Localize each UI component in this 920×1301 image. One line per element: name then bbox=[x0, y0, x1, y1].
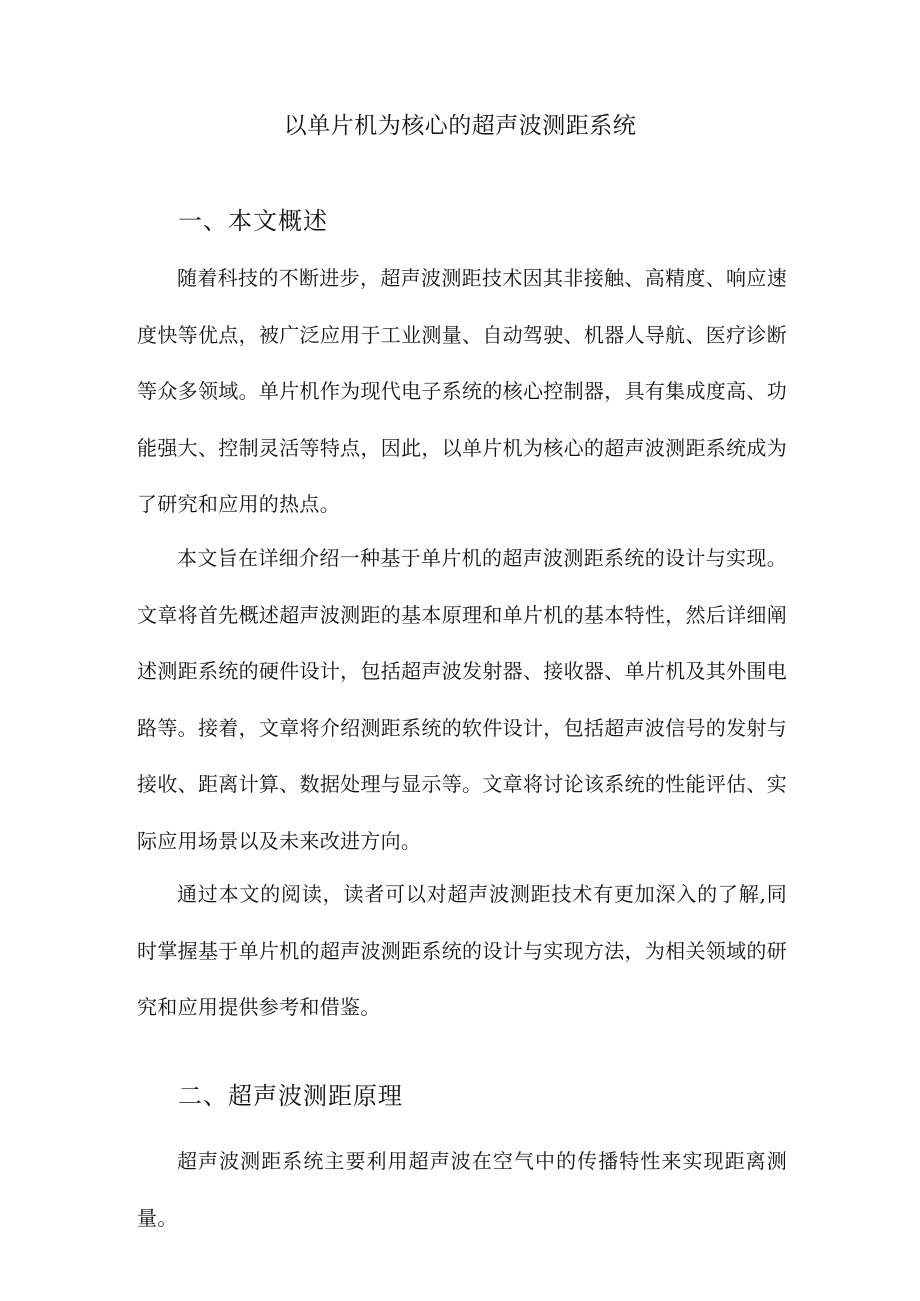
paragraph-principle-1: 超声波测距系统主要利用超声波在空气中的传播特性来实现距离测量。 bbox=[137, 1149, 787, 1230]
section-heading-overview: 一、本文概述 bbox=[178, 207, 328, 235]
document-title: 以单片机为核心的超声波测距系统 bbox=[283, 113, 637, 139]
paragraph-overview-2: 本文旨在详细介绍一种基于单片机的超声波测距系统的设计与实现。文章将首先概述超声波测距的基本原理和单片机的基本特性，然后详细阐述测距系统的硬件设计，包括超声波发射器、接收器、单片机及其外围电路等。接着，文章将介绍测距系统的软件设计，包括超声波信号的发射与接收、距离计算、数据处理与显示等。文章将讨论该系统的性能评估、实际应用场景以及未来改进方向。 bbox=[137, 546, 787, 853]
section-heading-principle: 二、超声波测距原理 bbox=[178, 1082, 403, 1110]
paragraph-overview-3: 通过本文的阅读，读者可以对超声波测距技术有更加深入的了解,同时掌握基于单片机的超声波测距系统的设计与实现方法，为相关领域的研究和应用提供参考和借鉴。 bbox=[137, 882, 787, 1020]
paragraph-overview-1: 随着科技的不断进步，超声波测距技术因其非接触、高精度、响应速度快等优点，被广泛应用于工业测量、自动驾驶、机器人导航、医疗诊断等众多领域。单片机作为现代电子系统的核心控制器，具有集成度高、功能强大、控制灵活等特点，因此，以单片机为核心的超声波测距系统成为了研究和应用的热点。 bbox=[137, 266, 787, 517]
